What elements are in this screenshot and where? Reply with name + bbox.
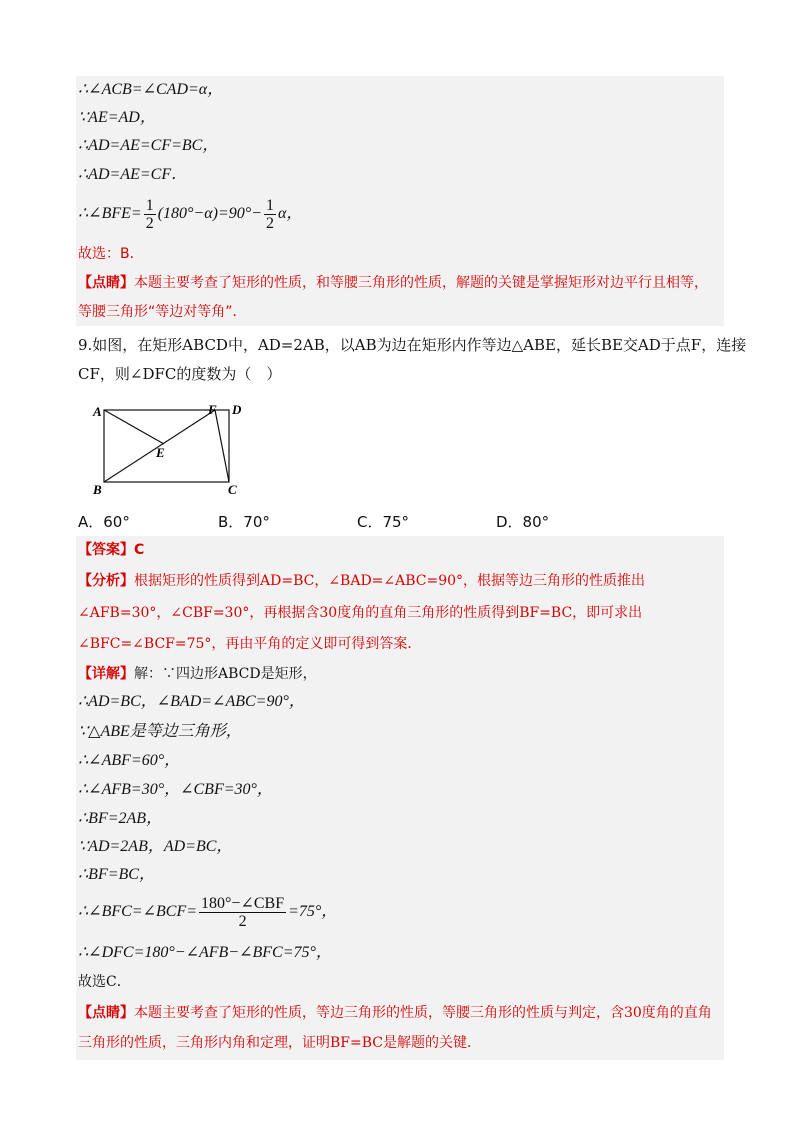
frac-num: 180°−∠CBF [201, 894, 285, 912]
note-tag: 【点睛】 [78, 275, 134, 291]
b2-detail-line1 [78, 664, 317, 684]
option-c: C．75° [357, 513, 410, 531]
label-e: E [156, 445, 165, 460]
b2-line3: ∵△ABE是等边三角形， [78, 723, 242, 740]
b1-line4: ∴AD=AE=CF． [78, 166, 188, 183]
b2-note-line2: 三角形的性质，三角形内角和定理，证明BF=BC是解题的关键． [78, 1035, 481, 1051]
b2-line6: ∴BF=2AB， [78, 810, 163, 827]
fraction-half-1 [144, 197, 156, 232]
b2-line9 [78, 894, 337, 930]
b2-line2: ∴AD=BC，∠BAD=∠ABC=90°， [78, 693, 305, 710]
note-text: 本题主要考查了矩形的性质，和等腰三角形的性质，解题的关键是掌握矩形对边平行且相等， [134, 275, 708, 291]
b1-line5 [78, 196, 302, 232]
label-f: F [208, 402, 217, 417]
b1-line3: ∴AD=AE=CF=BC， [78, 137, 219, 154]
b2-line10: ∴∠DFC=180°−∠AFB−∠BFC=75°， [78, 944, 332, 961]
b2-line8: ∴BF=BC， [78, 866, 155, 883]
option-b: B．70° [218, 513, 270, 531]
frac-num: 1 [265, 196, 274, 214]
b2-line9-pre: ∴∠BFC=∠BCF= [78, 903, 198, 920]
frac-num: 1 [145, 196, 154, 214]
b2-line4: ∴∠ABF=60°， [78, 752, 181, 769]
note-tag: 【点睛】 [78, 1005, 134, 1021]
b2-answer: 【答案】C [78, 542, 145, 558]
b1-line2: ∵AE=AD， [78, 109, 156, 126]
detail-text: 解：∵四边形ABCD是矩形， [134, 666, 317, 682]
b2-analysis-line1 [78, 571, 645, 591]
label-b: B [93, 482, 102, 497]
analysis-tag: 【分析】 [78, 573, 134, 589]
fraction-half-2 [264, 197, 276, 232]
b2-analysis-line2: ∠AFB=30°，∠CBF=30°，再根据含30度角的直角三角形的性质得到BF=BC，即可求出 [78, 605, 643, 621]
b2-analysis-line3: ∠BFC=∠BCF=75°，再由平角的定义即可得到答案． [78, 636, 422, 652]
b1-line5-pre: ∴∠BFE= [78, 205, 142, 222]
analysis-text: 根据矩形的性质得到AD=BC，∠BAD=∠ABC=90°，根据等边三角形的性质推出 [134, 573, 646, 589]
b1-note-line2: 等腰三角形“等边对等角”． [78, 304, 247, 320]
b1-note-line1 [78, 273, 708, 293]
b2-line5: ∴∠AFB=30°，∠CBF=30°， [78, 781, 273, 798]
frac-den: 2 [145, 214, 154, 232]
b2-line9-end: =75°， [288, 903, 338, 920]
option-d: D．80° [496, 513, 550, 531]
segment-fc [215, 410, 229, 482]
b2-note-line1 [78, 1003, 712, 1023]
rectangle-figure [90, 400, 260, 500]
b2-line7: ∵AD=2AB，AD=BC， [78, 838, 233, 855]
frac-den: 2 [238, 912, 247, 930]
label-d: D [232, 402, 242, 417]
segment-ae [104, 410, 164, 444]
detail-tag: 【详解】 [78, 666, 134, 682]
label-a: A [93, 404, 102, 419]
b1-line5-mid: (180°−α)=90°− [157, 205, 262, 222]
option-a: A．60° [78, 513, 130, 531]
label-c: C [228, 482, 237, 497]
question-line2: CF，则∠DFC的度数为（ ） [78, 365, 282, 383]
question-line1: 9.如图，在矩形ABCD中，AD=2AB，以AB为边在矩形内作等边△ABE，延长BE交AD于点F，连接 [78, 336, 747, 354]
b1-answer: 故选：B． [78, 246, 144, 262]
b2-choose: 故选C． [78, 974, 131, 990]
note-text: 本题主要考查了矩形的性质，等边三角形的性质，等腰三角形的性质与判定，含30度角的直角 [134, 1005, 712, 1021]
b1-line1: ∴∠ACB=∠CAD=α， [78, 81, 224, 98]
b1-line5-end: α， [277, 205, 303, 222]
fraction-bfc [199, 895, 286, 930]
frac-den: 2 [265, 214, 274, 232]
